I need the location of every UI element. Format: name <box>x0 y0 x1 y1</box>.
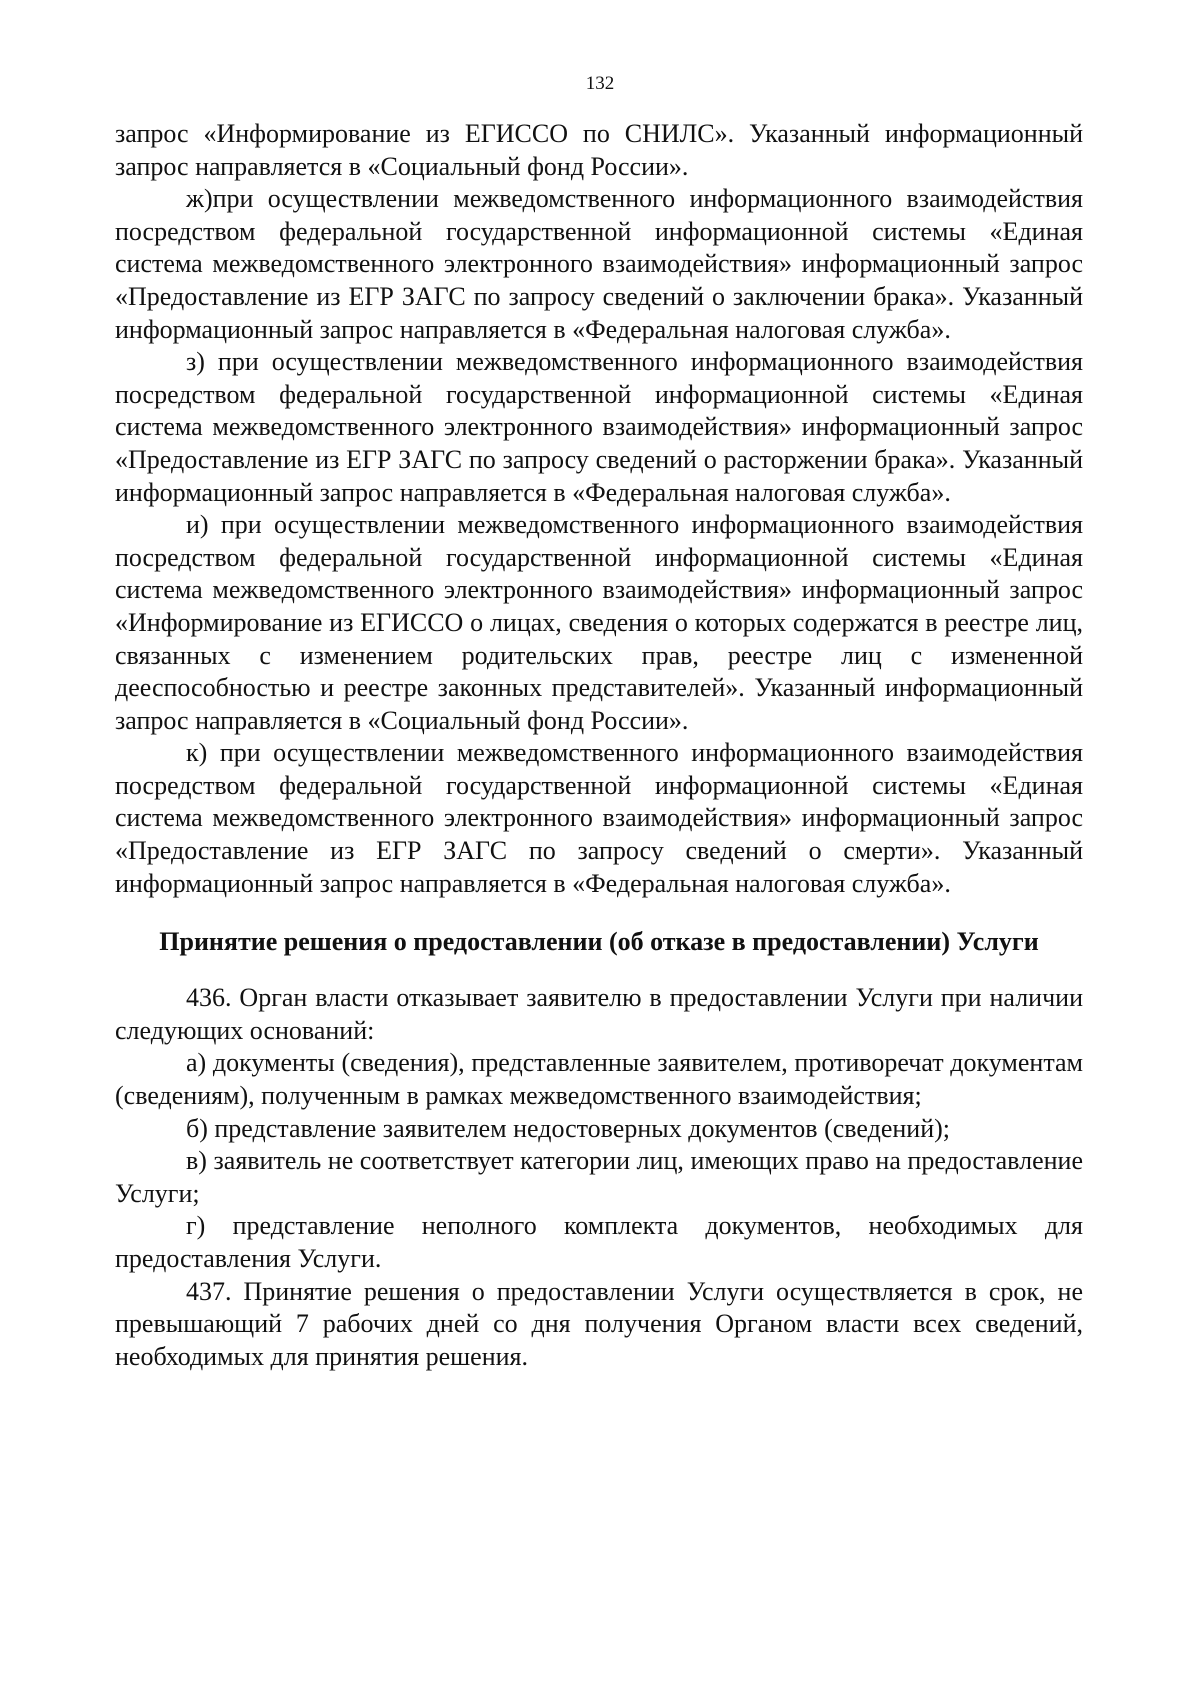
paragraph-437: 437. Принятие решения о предоставлении Услуги осуществляется в срок, не превышающий 7 рабочих дней со дня получения Органом власти всех сведений, необходимых для принятия решения. <box>115 1276 1083 1371</box>
paragraph-continuation: запрос «Информирование из ЕГИССО по СНИЛС». Указанный информационный запрос направляется в «Социальный фонд России». <box>115 119 1083 181</box>
paragraph-item-zh: ж)при осуществлении межведомственного информационного взаимодействия посредством федеральной государственной информационной системы «Единая система межведомственного электронного взаимодействия» информационный запрос «Предоставление из ЕГР ЗАГС по запросу сведений о заключении брака». Указанный информационный запрос направляется в «Федеральная налоговая служба». <box>115 184 1083 344</box>
document-body <box>115 118 1083 1373</box>
paragraph-item-i: и) при осуществлении межведомственного информационного взаимодействия посредством федеральной государственной информационной системы «Единая система межведомственного электронного взаимодействия» информационный запрос «Информирование из ЕГИССО о лицах, сведения о которых содержатся в реестре лиц, связанных с изменением родительских прав, реестре лиц с измененной дееспособностью и реестре законных представителей». Указанный информационный запрос направляется в «Социальный фонд России». <box>115 510 1083 735</box>
paragraph-item-v: в) заявитель не соответствует категории лиц, имеющих право на предоставление Услуги; <box>115 1146 1083 1208</box>
paragraph-item-g: г) представление неполного комплекта документов, необходимых для предоставления Услуги. <box>115 1211 1083 1273</box>
paragraph-item-z: з) при осуществлении межведомственного информационного взаимодействия посредством федеральной государственной информационной системы «Единая система межведомственного электронного взаимодействия» информационный запрос «Предоставление из ЕГР ЗАГС по запросу сведений о расторжении брака». Указанный информационный запрос направляется в «Федеральная налоговая служба». <box>115 347 1083 507</box>
paragraph-item-k: к) при осуществлении межведомственного информационного взаимодействия посредством федеральной государственной информационной системы «Единая система межведомственного электронного взаимодействия» информационный запрос «Предоставление из ЕГР ЗАГС по запросу сведений о смерти». Указанный информационный запрос направляется в «Федеральная налоговая служба». <box>115 738 1083 898</box>
paragraph-item-a: а) документы (сведения), представленные заявителем, противоречат документам (сведениям), полученным в рамках межведомственного взаимодействия; <box>115 1048 1083 1111</box>
page-number: 132 <box>585 73 615 94</box>
paragraph-436: 436. Орган власти отказывает заявителю в предоставлении Услуги при наличии следующих оснований: <box>115 983 1083 1045</box>
paragraph-item-b: б) представление заявителем недостоверных документов (сведений); <box>186 1113 950 1143</box>
section-heading: Принятие решения о предоставлении (об отказе в предоставлении) Услуги <box>159 927 1039 957</box>
